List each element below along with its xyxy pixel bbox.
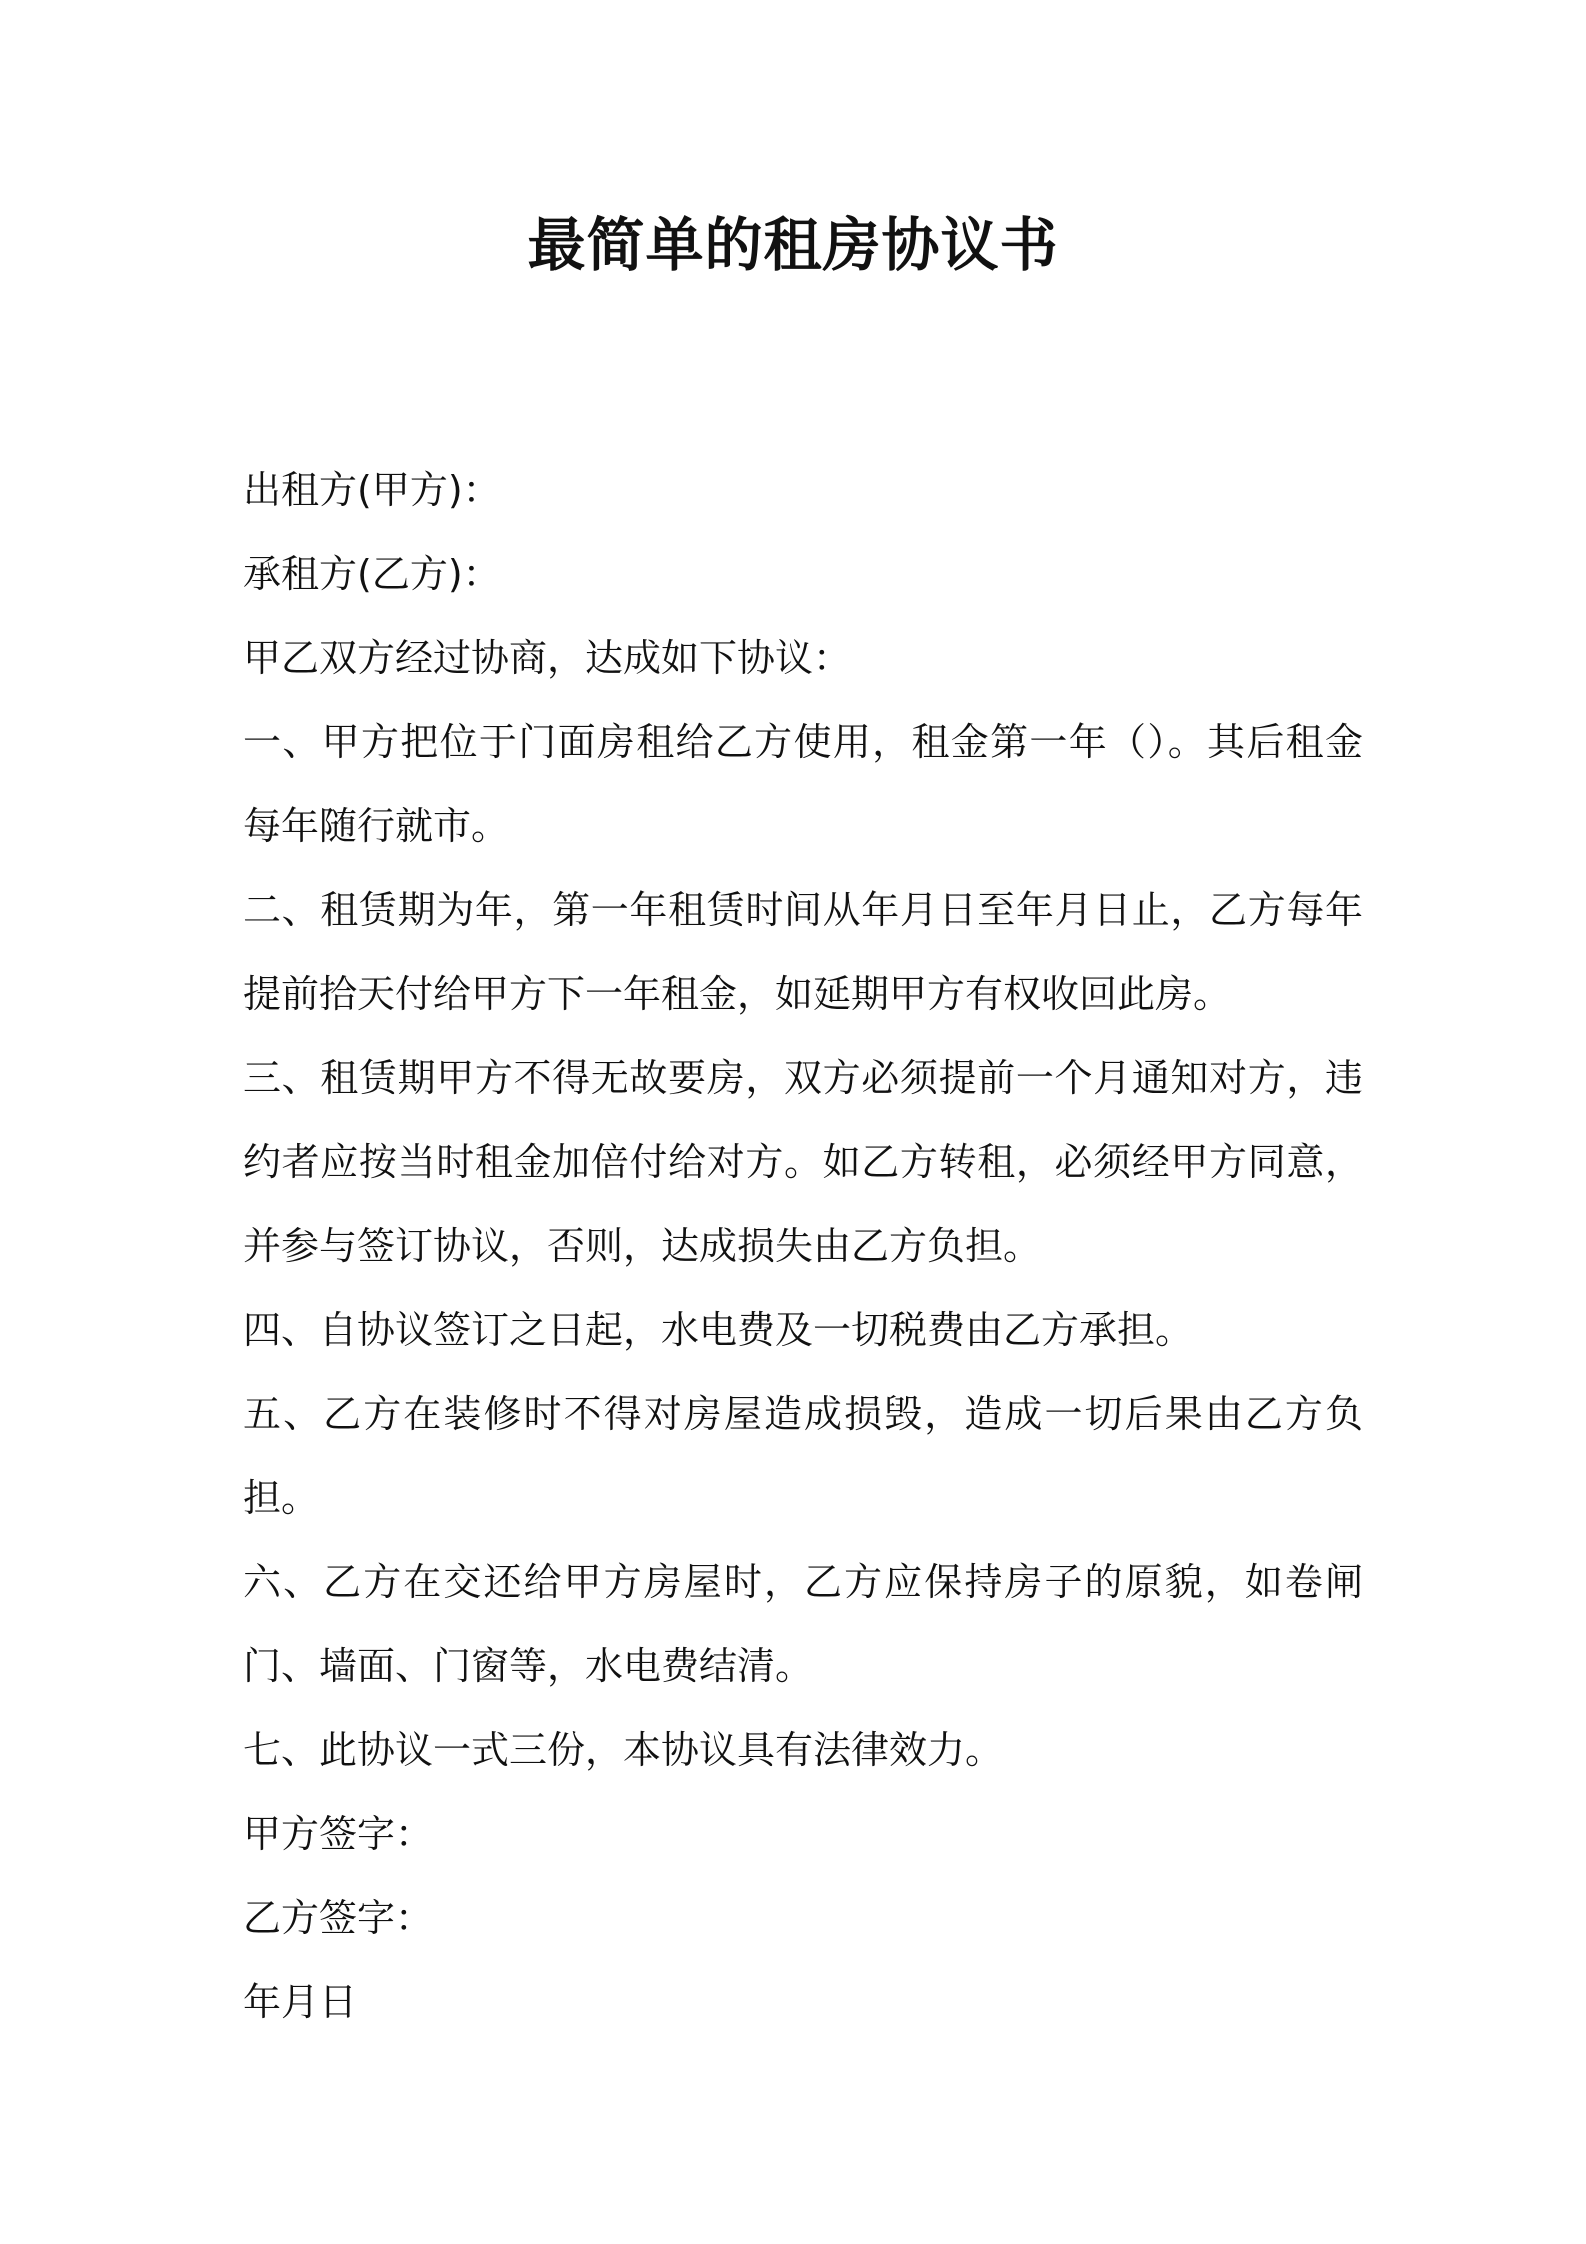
document-body bbox=[243, 448, 1363, 2044]
document-title: 最简单的租房协议书 bbox=[527, 211, 1059, 279]
date-label: 年月日 bbox=[243, 1980, 358, 2024]
clause-3: 三、租赁期甲方不得无故要房，双方必须提前一个月通知对方，违约者应按当时租金加倍付给对方。如乙方转租，必须经甲方同意，并参与签订协议，否则，达成损失由乙方负担。 bbox=[243, 1056, 1363, 1268]
clause-7: 七、此协议一式三份，本协议具有法律效力。 bbox=[243, 1728, 1004, 1772]
intro-text: 甲乙双方经过协商，达成如下协议： bbox=[243, 636, 852, 680]
lessor-label: 出租方(甲方)： bbox=[243, 468, 501, 512]
clause-5: 五、乙方在装修时不得对房屋造成损毁，造成一切后果由乙方负担。 bbox=[243, 1392, 1363, 1520]
party-b-signature-label: 乙方签字： bbox=[243, 1896, 434, 1940]
clause-2: 二、租赁期为年，第一年租赁时间从年月日至年月日止，乙方每年提前拾天付给甲方下一年租金，如延期甲方有权收回此房。 bbox=[243, 888, 1363, 1016]
lessee-label: 承租方(乙方)： bbox=[243, 552, 501, 596]
party-a-signature-label: 甲方签字： bbox=[243, 1812, 434, 1856]
clause-4: 四、自协议签订之日起，水电费及一切税费由乙方承担。 bbox=[243, 1308, 1194, 1352]
clause-6: 六、乙方在交还给甲方房屋时，乙方应保持房子的原貌，如卷闸门、墙面、门窗等，水电费结清。 bbox=[243, 1560, 1363, 1688]
clause-1: 一、甲方把位于门面房租给乙方使用，租金第一年（）。其后租金每年随行就市。 bbox=[243, 720, 1363, 848]
